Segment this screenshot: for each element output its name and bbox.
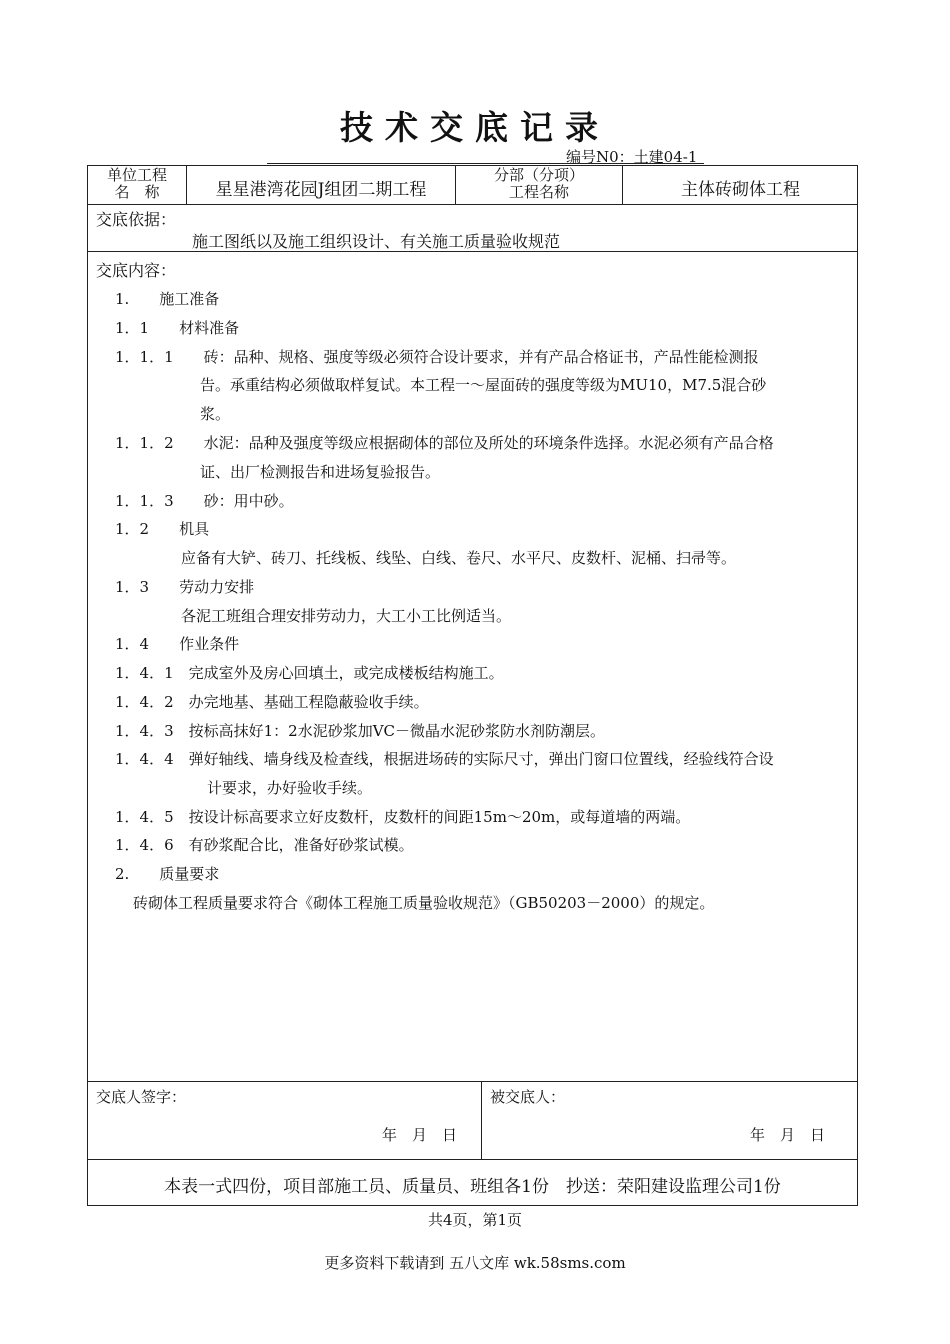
content-label: 交底内容：: [96, 261, 177, 280]
content-line: 1．4 作业条件: [115, 635, 240, 653]
content-line: 2. 质量要求: [115, 865, 220, 883]
content-line: 1．1．3 砂：用中砂。: [115, 492, 294, 510]
content-line: 1．4．3 按标高抹好1：2水泥砂浆加VC－微晶水泥砂浆防水剂防潮层。: [115, 722, 606, 740]
content-line: 1．4．5 按设计标高要求立好皮数杆，皮数杆的间距15m～20m，或每道墙的两端。: [115, 808, 691, 826]
discloser-label: 交底人签字：: [96, 1088, 187, 1106]
content-line: 砖砌体工程质量要求符合《砌体工程施工质量验收规范》（GB50203－2000）的规定。: [133, 894, 715, 912]
content-line: 1．1 材料准备: [115, 319, 240, 337]
receiver-label: 被交底人：: [490, 1088, 566, 1106]
content-line: 计要求，办好验收手续。: [207, 779, 373, 797]
download-note: 更多资料下载请到 五八文库 wk.58sms.com: [324, 1254, 626, 1272]
header-divider: [87, 204, 858, 205]
content-line: 告。承重结构必须做取样复试。本工程一～屋面砖的强度等级为MU10，M7.5混合砂: [200, 376, 767, 394]
content-line: 1．3 劳动力安排: [115, 578, 255, 596]
unit-label-2: 名 称: [114, 183, 160, 201]
content-line: 1．1．1 砖：品种、规格、强度等级必须符合设计要求，并有产品合格证书，产品性能检测报: [115, 348, 759, 366]
content-line: 1．4．4 弹好轴线、墙身线及检查线，根据进场砖的实际尺寸，弹出门窗口位置线，经验线符合设: [115, 750, 774, 768]
part-label-2: 工程名称: [508, 183, 569, 201]
content-line: 1．4．6 有砂浆配合比，准备好砂浆试模。: [115, 836, 414, 854]
content-line: 浆。: [200, 405, 231, 423]
unit-label: 单位工程: [106, 166, 167, 184]
basis-text: 施工图纸以及施工组织设计、有关施工质量验收规范: [192, 232, 561, 251]
content-line: 应备有大铲、砖刀、托线板、线坠、白线、卷尺、水平尺、皮数杆、泥桶、扫帚等。: [181, 549, 737, 567]
content-line: 证、出厂检测报告和进场复验报告。: [200, 463, 441, 481]
part-label: 分部（分项）: [493, 166, 584, 184]
document-title: 技术交底记录: [340, 108, 610, 147]
receiver-date: 年 月 日: [750, 1126, 826, 1144]
sign-divider: [87, 1159, 858, 1160]
content-line: 1．4．2 办完地基、基础工程隐蔽验收手续。: [115, 693, 429, 711]
content-line: 1．1．2 水泥：品种及强度等级应根据砌体的部位及所处的环境条件选择。水泥必须有产品合格: [115, 434, 774, 452]
content-line: 1. 施工准备: [115, 290, 220, 308]
content-divider: [87, 1081, 858, 1082]
document-code: 编号N0：土建04-1: [566, 148, 698, 166]
sign-col-divider: [481, 1081, 482, 1159]
title-underline: [267, 163, 704, 164]
content-line: 各泥工班组合理安排劳动力，大工小工比例适当。: [181, 607, 512, 625]
unit-value: 星星港湾花园J组团二期工程: [215, 180, 427, 200]
part-value: 主体砖砌体工程: [681, 180, 800, 200]
discloser-date: 年 月 日: [382, 1126, 458, 1144]
page-indicator: 共4页，第1页: [427, 1211, 523, 1229]
content-line: 1．2 机具: [115, 520, 210, 538]
distribution-note: 本表一式四份，项目部施工员、质量员、班组各1份 抄送：荣阳建设监理公司1份: [164, 1177, 781, 1197]
basis-label: 交底依据：: [96, 210, 177, 229]
content-line: 1．4．1 完成室外及房心回填土，或完成楼板结构施工。: [115, 664, 504, 682]
